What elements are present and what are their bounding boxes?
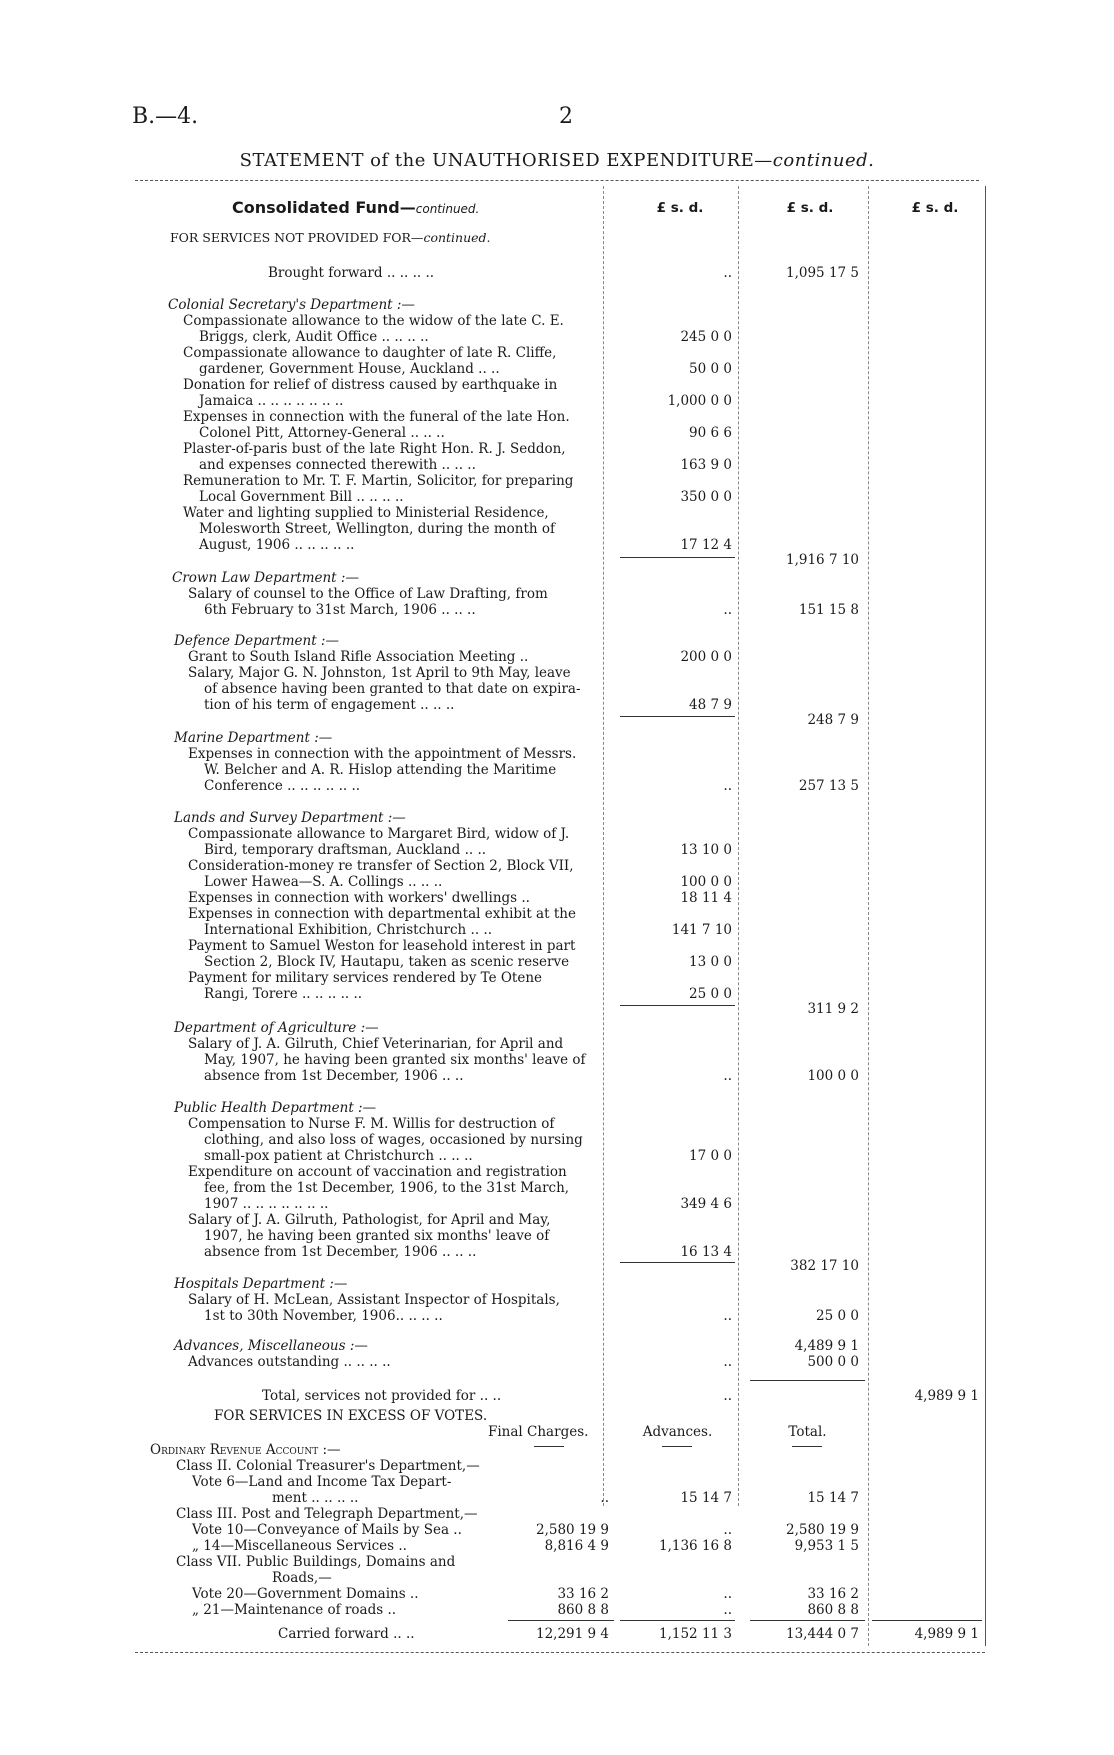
table-bottom-rule [135, 1652, 985, 1653]
carried-c3: 4,989 9 1 [914, 1626, 979, 1642]
column-divider-1 [603, 186, 604, 1506]
hospitals-total: 25 0 0 [816, 1308, 859, 1324]
advances-col-underline [662, 1446, 692, 1447]
colonial-line-0: Compassionate allowance to the widow of the late C. E. [183, 313, 564, 329]
col-header-lsd-1: £ s. d. [656, 200, 704, 216]
agriculture-line-1: May, 1907, he having been granted six months' leave of [204, 1052, 586, 1068]
health-line-7: 1907, he having been granted six months' leave of [204, 1228, 550, 1244]
colonial-line-10: Remuneration to Mr. T. F. Martin, Solicitor, for preparing [183, 473, 574, 489]
hospitals-c1: .. [723, 1308, 732, 1324]
carried-c3-rule [872, 1620, 982, 1621]
health-amount-0: 17 0 0 [689, 1148, 732, 1164]
vote20-label: Vote 20—Government Domains .. [192, 1586, 419, 1602]
agriculture-c1: .. [723, 1068, 732, 1084]
advances-total: 500 0 0 [807, 1354, 859, 1370]
lands-line-7: Payment to Samuel Weston for leasehold interest in part [188, 938, 576, 954]
total-not-provided-rule [750, 1380, 865, 1381]
lands-subtotal-rule [620, 1005, 735, 1006]
excess-col-advances: Advances. [642, 1424, 713, 1440]
advances-line: Advances outstanding .. .. .. .. [188, 1354, 391, 1370]
vote10-label: Vote 10—Conveyance of Mails by Sea .. [192, 1522, 462, 1538]
health-line-5: 1907 .. .. .. .. .. .. .. [204, 1196, 329, 1212]
colonial-line-14: August, 1906 .. .. .. .. .. [199, 537, 355, 553]
excess-vote6-a: Vote 6—Land and Income Tax Depart- [192, 1474, 452, 1490]
vote14-label: „ 14—Miscellaneous Services .. [192, 1538, 407, 1554]
brought-forward-c2: 1,095 17 5 [786, 265, 859, 281]
defence-total: 248 7 9 [807, 712, 859, 728]
hospitals-heading: Hospitals Department :— [174, 1276, 348, 1292]
hospitals-line-1: 1st to 30th November, 1906.. .. .. .. [204, 1308, 443, 1324]
defence-line-1: Salary, Major G. N. Johnston, 1st April to 9th May, leave [188, 665, 571, 681]
agriculture-heading: Department of Agriculture :— [174, 1020, 379, 1036]
marine-line-1: W. Belcher and A. R. Hislop attending the Maritime [204, 762, 557, 778]
title-continued: continued. [772, 150, 875, 171]
colonial-line-8: Plaster-of-paris bust of the late Right Hon. R. J. Seddon, [183, 441, 566, 457]
marine-line-2: Conference .. .. .. .. .. .. [204, 778, 361, 794]
advances-heading: Advances, Miscellaneous :— [174, 1338, 368, 1354]
vote10-final: 2,580 19 9 [536, 1522, 609, 1538]
defence-line-2: of absence having been granted to that date on expira- [204, 681, 581, 697]
vote10-total: 2,580 19 9 [786, 1522, 859, 1538]
agriculture-line-2: absence from 1st December, 1906 .. .. [204, 1068, 464, 1084]
crown-heading: Crown Law Department :— [172, 570, 359, 586]
health-line-8: absence from 1st December, 1906 .. .. .. [204, 1244, 477, 1260]
carried-total: 13,444 0 7 [786, 1626, 859, 1642]
colonial-line-6: Expenses in connection with the funeral of the late Hon. [183, 409, 570, 425]
final-col-underline [534, 1446, 564, 1447]
carried-final: 12,291 9 4 [536, 1626, 609, 1642]
colonial-line-9: and expenses connected therewith .. .. .. [199, 457, 476, 473]
column-divider-3 [868, 186, 869, 1646]
defence-amount-0: 200 0 0 [680, 649, 732, 665]
excess-col-final: Final Charges. [488, 1424, 589, 1440]
health-line-3: Expenditure on account of vaccination and registration [188, 1164, 567, 1180]
lands-line-3: Lower Hawea—S. A. Collings .. .. .. [204, 874, 443, 890]
health-line-1: clothing, and also loss of wages, occasioned by nursing [204, 1132, 583, 1148]
marine-total: 257 13 5 [798, 778, 859, 794]
crown-total: 151 15 8 [798, 602, 859, 618]
vote20-final: 33 16 2 [557, 1586, 609, 1602]
health-subtotal-rule [620, 1262, 735, 1263]
vote6-final: .. [600, 1490, 609, 1506]
lands-line-5: Expenses in connection with departmental exhibit at the [188, 906, 576, 922]
col-header-lsd-2: £ s. d. [786, 200, 834, 216]
carried-adv: 1,152 11 3 [659, 1626, 732, 1642]
health-amount-2: 16 13 4 [680, 1244, 732, 1260]
defence-subtotal-rule [620, 716, 735, 717]
excess-heading: FOR SERVICES IN EXCESS OF VOTES. [214, 1408, 488, 1424]
carried-adv-rule [620, 1620, 735, 1621]
lands-line-0: Compassionate allowance to Margaret Bird, widow of J. [188, 826, 570, 842]
defence-line-3: tion of his term of engagement .. .. .. [204, 697, 455, 713]
fund-heading: Consolidated Fund—continued. [232, 198, 480, 217]
advances-c1: .. [723, 1354, 732, 1370]
vote21-final: 860 8 8 [557, 1602, 609, 1618]
crown-line-1: 6th February to 31st March, 1906 .. .. .. [204, 602, 476, 618]
health-amount-1: 349 4 6 [680, 1196, 732, 1212]
total-not-provided-label: Total, services not provided for .. .. [262, 1388, 502, 1404]
vote14-final: 8,816 4 9 [544, 1538, 609, 1554]
colonial-amount-2: 1,000 0 0 [667, 393, 732, 409]
vote14-adv: 1,136 16 8 [659, 1538, 732, 1554]
lands-heading: Lands and Survey Department :— [174, 810, 406, 826]
lands-amount-4: 13 0 0 [689, 954, 732, 970]
colonial-amount-4: 163 9 0 [680, 457, 732, 473]
marine-heading: Marine Department :— [174, 730, 333, 746]
title-main: STATEMENT of the UNAUTHORISED EXPENDITURE— [239, 150, 773, 171]
brought-forward-c1: .. [723, 265, 732, 281]
vote6-total: 15 14 7 [807, 1490, 859, 1506]
colonial-amount-5: 350 0 0 [680, 489, 732, 505]
lands-amount-1: 100 0 0 [680, 874, 732, 890]
total-not-provided-c1: .. [723, 1388, 732, 1404]
lands-line-9: Payment for military services rendered by Te Otene [188, 970, 543, 986]
colonial-line-13: Molesworth Street, Wellington, during the month of [199, 521, 556, 537]
health-line-6: Salary of J. A. Gilruth, Pathologist, for April and May, [188, 1212, 551, 1228]
colonial-total: 1,916 7 10 [786, 552, 859, 568]
vote20-total: 33 16 2 [807, 1586, 859, 1602]
page-number: 2 [559, 104, 573, 129]
colonial-subtotal-rule [620, 557, 735, 558]
excess-vote6-b: ment .. .. .. .. [272, 1490, 359, 1506]
lands-line-4: Expenses in connection with workers' dwellings .. [188, 890, 530, 906]
hospitals-line-0: Salary of H. McLean, Assistant Inspector of Hospitals, [188, 1292, 560, 1308]
colonial-amount-6: 17 12 4 [680, 537, 732, 553]
health-total: 382 17 10 [790, 1258, 859, 1274]
excess-class2: Class II. Colonial Treasurer's Department,— [176, 1458, 480, 1474]
vote6-adv: 15 14 7 [680, 1490, 732, 1506]
colonial-line-4: Donation for relief of distress caused by earthquake in [183, 377, 558, 393]
page-title [0, 150, 1114, 171]
colonial-line-11: Local Government Bill .. .. .. .. [199, 489, 404, 505]
colonial-amount-3: 90 6 6 [689, 425, 732, 441]
lands-amount-5: 25 0 0 [689, 986, 732, 1002]
health-heading: Public Health Department :— [174, 1100, 377, 1116]
excess-class7-a: Class VII. Public Buildings, Domains and [176, 1554, 456, 1570]
colonial-line-1: Briggs, clerk, Audit Office .. .. .. .. [199, 329, 429, 345]
colonial-line-5: Jamaica .. .. .. .. .. .. .. [199, 393, 344, 409]
carried-total-rule [750, 1620, 865, 1621]
agriculture-total: 100 0 0 [807, 1068, 859, 1084]
carried-final-rule [508, 1620, 614, 1621]
defence-heading: Defence Department :— [174, 633, 339, 649]
vote21-adv: .. [723, 1602, 732, 1618]
marine-c1: .. [723, 778, 732, 794]
vote20-adv: .. [723, 1586, 732, 1602]
excess-class3: Class III. Post and Telegraph Department,— [176, 1506, 478, 1522]
lands-amount-0: 13 10 0 [680, 842, 732, 858]
document-reference: B.—4. [132, 104, 199, 129]
health-line-2: small-pox patient at Christchurch .. .. .. [204, 1148, 473, 1164]
brought-forward-label: Brought forward .. .. .. .. [268, 265, 435, 281]
colonial-line-12: Water and lighting supplied to Ministerial Residence, [183, 505, 549, 521]
vote10-adv: .. [723, 1522, 732, 1538]
crown-c1: .. [723, 602, 732, 618]
advances-above: 4,489 9 1 [794, 1338, 859, 1354]
health-line-4: fee, from the 1st December, 1906, to the 31st March, [204, 1180, 570, 1196]
lands-amount-3: 141 7 10 [671, 922, 732, 938]
carried-forward-label: Carried forward .. .. [278, 1626, 415, 1642]
colonial-amount-1: 50 0 0 [689, 361, 732, 377]
health-line-0: Compensation to Nurse F. M. Willis for destruction of [188, 1116, 555, 1132]
agriculture-line-0: Salary of J. A. Gilruth, Chief Veterinarian, for April and [188, 1036, 564, 1052]
column-divider-4 [985, 186, 986, 1646]
vote14-total: 9,953 1 5 [794, 1538, 859, 1554]
lands-line-2: Consideration-money re transfer of Section 2, Block VII, [188, 858, 574, 874]
excess-account: Ordinary Revenue Account :— [150, 1442, 341, 1458]
defence-amount-1: 48 7 9 [689, 697, 732, 713]
colonial-heading: Colonial Secretary's Department :— [168, 297, 415, 313]
lands-total: 311 9 2 [807, 1001, 859, 1017]
col-header-lsd-3: £ s. d. [911, 200, 959, 216]
lands-line-6: International Exhibition, Christchurch .. .. [204, 922, 493, 938]
lands-line-8: Section 2, Block IV, Hautapu, taken as scenic reserve [204, 954, 570, 970]
vote21-label: „ 21—Maintenance of roads .. [192, 1602, 397, 1618]
lands-line-10: Rangi, Torere .. .. .. .. .. [204, 986, 363, 1002]
sub-heading: FOR SERVICES NOT PROVIDED FOR—continued. [170, 230, 491, 245]
lands-amount-2: 18 11 4 [680, 890, 732, 906]
vote21-total: 860 8 8 [807, 1602, 859, 1618]
colonial-line-7: Colonel Pitt, Attorney-General .. .. .. [199, 425, 445, 441]
excess-class7-b: Roads,— [272, 1570, 332, 1586]
table-top-rule [135, 180, 979, 181]
colonial-line-2: Compassionate allowance to daughter of late R. Cliffe, [183, 345, 557, 361]
colonial-amount-0: 245 0 0 [680, 329, 732, 345]
lands-line-1: Bird, temporary draftsman, Auckland .. .. [204, 842, 487, 858]
total-not-provided-c3: 4,989 9 1 [914, 1388, 979, 1404]
marine-line-0: Expenses in connection with the appointment of Messrs. [188, 746, 577, 762]
defence-line-0: Grant to South Island Rifle Association Meeting .. [188, 649, 529, 665]
crown-line-0: Salary of counsel to the Office of Law Drafting, from [188, 586, 548, 602]
excess-col-total: Total. [788, 1424, 827, 1440]
total-col-underline [792, 1446, 822, 1447]
colonial-line-3: gardener, Government House, Auckland .. .. [199, 361, 500, 377]
